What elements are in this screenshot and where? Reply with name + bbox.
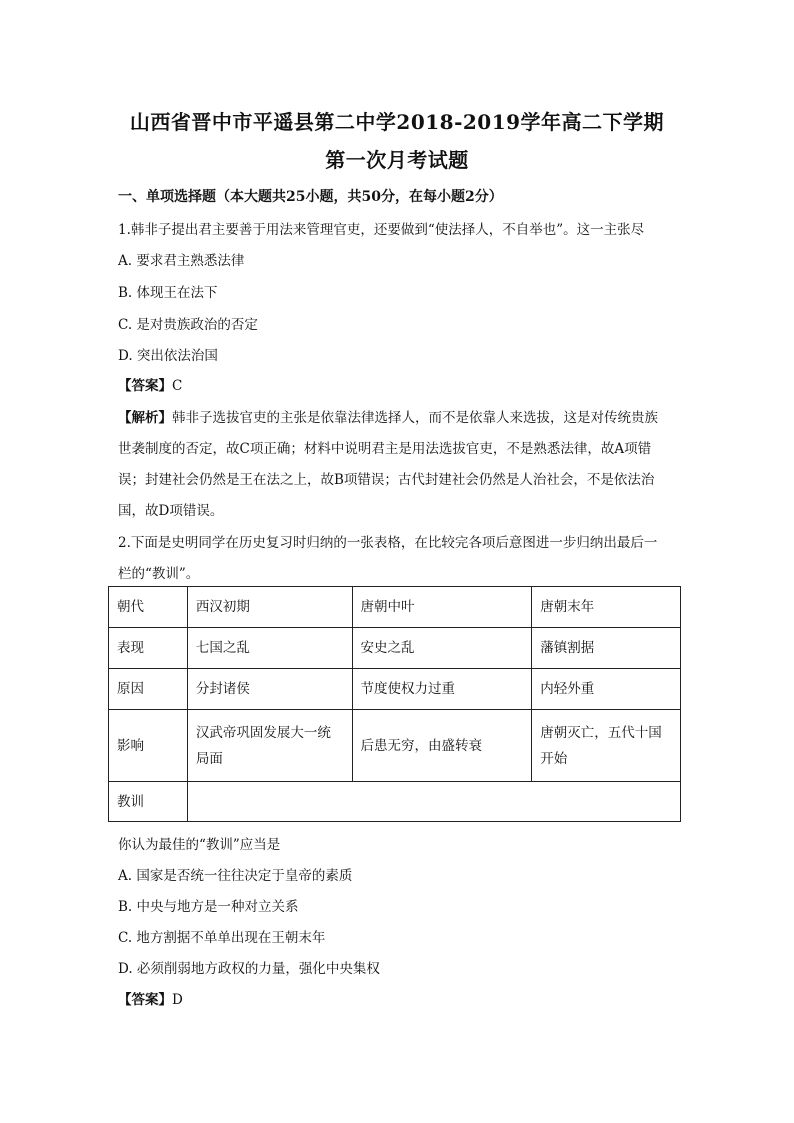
table-cell: 唐朝末年 bbox=[532, 587, 681, 628]
table-cell: 后患无穷，由盛转衰 bbox=[352, 710, 532, 782]
q1-analysis-line: 世袭制度的否定，故C项正确；材料中说明君主是用法选拔官吏，不是熟悉法律，故A项错 bbox=[118, 441, 652, 457]
comparison-table bbox=[108, 586, 681, 822]
q2-stem: 栏的“教训”。 bbox=[118, 566, 200, 582]
q2-answer bbox=[118, 988, 183, 1008]
table-cell: 汉武帝巩固发展大一统局面 bbox=[187, 710, 352, 782]
table-cell: 表现 bbox=[109, 628, 188, 669]
table-cell: 原因 bbox=[109, 669, 188, 710]
table-cell: 内轻外重 bbox=[532, 669, 681, 710]
analysis-label: 【解析】 bbox=[118, 410, 172, 426]
table-cell: 分封诸侯 bbox=[187, 669, 352, 710]
q2-option-a: A. 国家是否统一往往决定于皇帝的素质 bbox=[118, 868, 353, 884]
q2-stem: 2.下面是史明同学在历史复习时归纳的一张表格，在比较完各项后意图进一步归纳出最后一 bbox=[118, 535, 658, 551]
analysis-text: 韩非子选拔官吏的主张是依靠法律选择人，而不是依靠人来选拔，这是对传统贵族 bbox=[172, 410, 658, 426]
q1-analysis-line: 误；封建社会仍然是王在法之上，故B项错误；古代封建社会仍然是人治社会，不是依法治 bbox=[118, 472, 655, 488]
q2-prompt: 你认为最佳的“教训”应当是 bbox=[118, 837, 281, 853]
q2-option-d: D. 必须削弱地方政权的力量，强化中央集权 bbox=[118, 961, 380, 977]
table-cell: 教训 bbox=[109, 782, 188, 822]
table-cell: 藩镇割据 bbox=[532, 628, 681, 669]
answer-value: C bbox=[172, 378, 183, 394]
q1-analysis-line: 国，故D项错误。 bbox=[118, 503, 224, 519]
q1-stem: 1.韩非子提出君主要善于用法来管理官吏，还要做到“使法择人，不自举也”。这一主张尽 bbox=[118, 222, 645, 238]
q1-option-a: A. 要求君主熟悉法律 bbox=[118, 253, 245, 269]
table-row bbox=[109, 628, 681, 669]
table-row bbox=[109, 710, 681, 782]
q1-answer bbox=[118, 374, 182, 394]
section-heading: 一、单项选择题（本大题共25小题，共50分，在每小题2分） bbox=[118, 189, 503, 205]
table-cell: 唐朝中叶 bbox=[352, 587, 532, 628]
answer-label: 【答案】 bbox=[118, 992, 172, 1008]
table-cell: 西汉初期 bbox=[187, 587, 352, 628]
q1-analysis-line bbox=[118, 406, 658, 426]
q1-option-b: B. 体现王在法下 bbox=[118, 285, 218, 301]
doc-title-line2: 第一次月考试题 bbox=[325, 148, 469, 172]
table-row bbox=[109, 782, 681, 822]
table-row bbox=[109, 587, 681, 628]
q1-option-d: D. 突出依法治国 bbox=[118, 348, 218, 364]
table-cell: 七国之乱 bbox=[187, 628, 352, 669]
table-cell: 安史之乱 bbox=[352, 628, 532, 669]
q2-option-b: B. 中央与地方是一种对立关系 bbox=[118, 899, 299, 915]
lesson-cell bbox=[187, 782, 680, 822]
q2-option-c: C. 地方割据不单单出现在王朝末年 bbox=[118, 930, 326, 946]
q1-option-c: C. 是对贵族政治的否定 bbox=[118, 317, 258, 333]
answer-value: D bbox=[172, 992, 183, 1008]
table-cell: 朝代 bbox=[109, 587, 188, 628]
table-cell: 唐朝灭亡，五代十国开始 bbox=[532, 710, 681, 782]
table-cell: 节度使权力过重 bbox=[352, 669, 532, 710]
table-row bbox=[109, 669, 681, 710]
table-cell: 影响 bbox=[109, 710, 188, 782]
answer-label: 【答案】 bbox=[118, 378, 172, 394]
doc-title-line1: 山西省晋中市平遥县第二中学2018-2019学年高二下学期 bbox=[129, 110, 665, 134]
